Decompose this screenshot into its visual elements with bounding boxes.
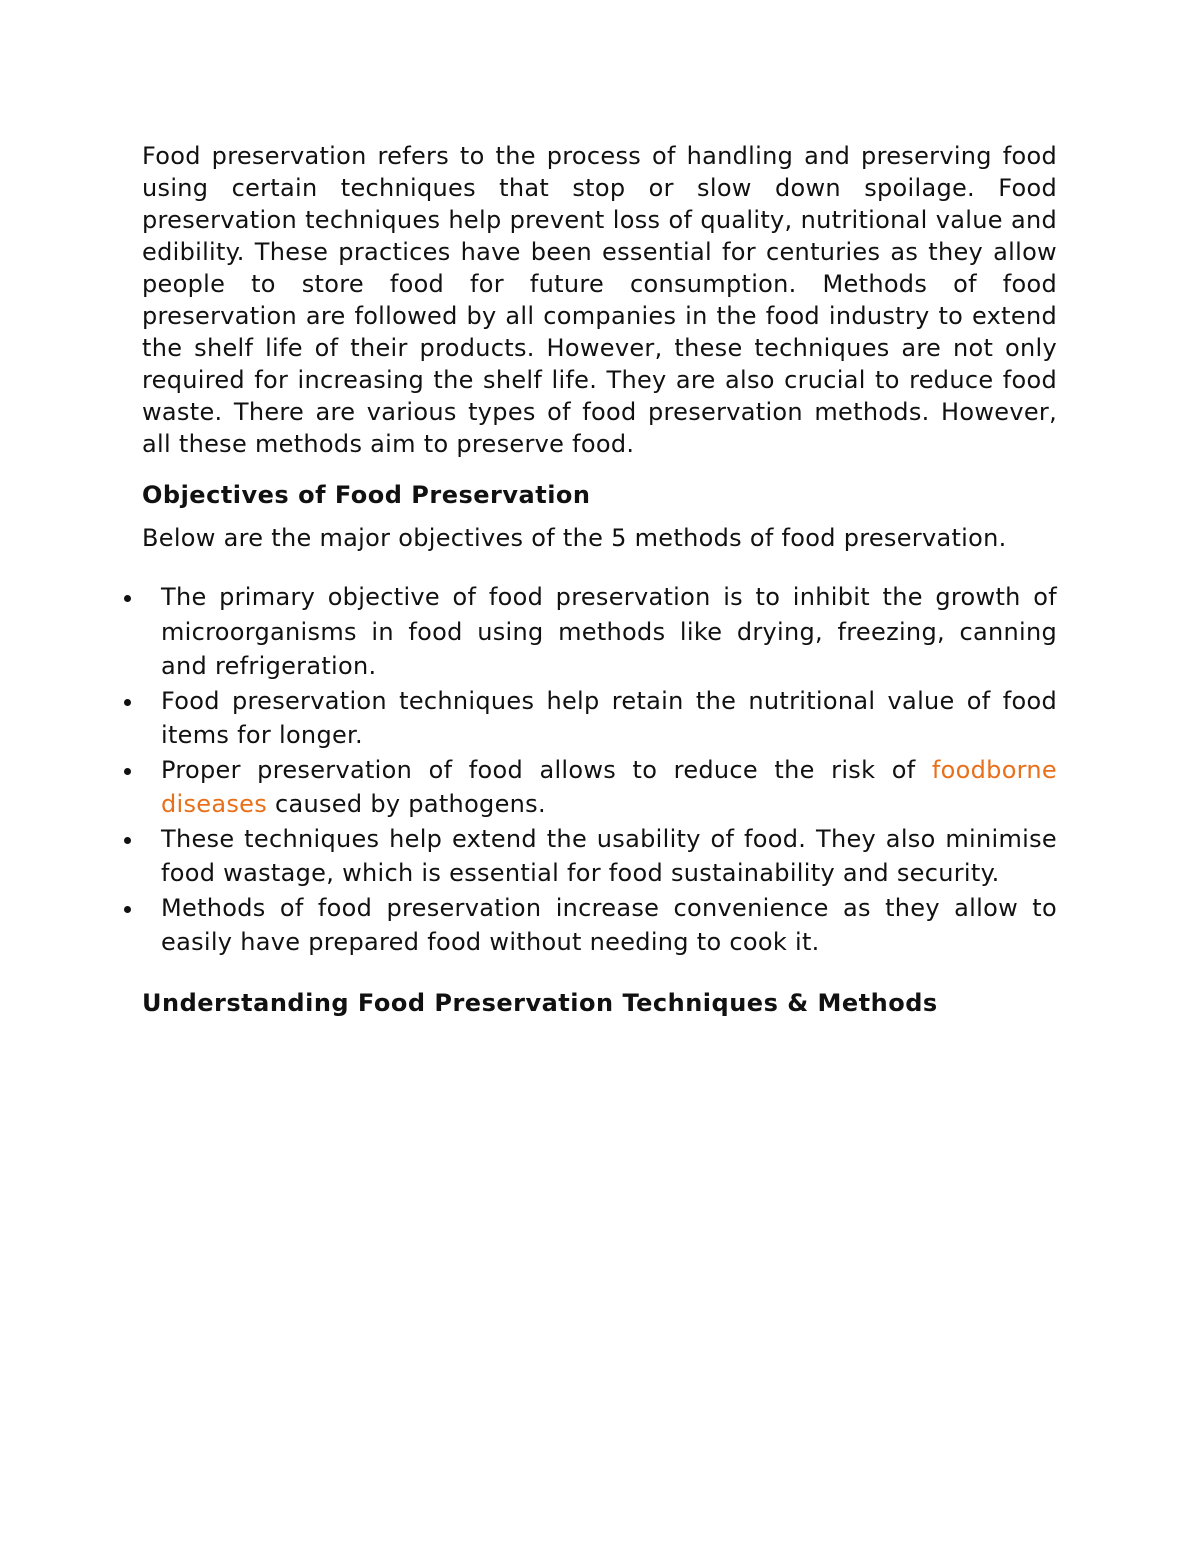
intro-paragraph: Food preservation refers to the process of handling and preserving food using certain techniques that stop or slow down spoilage. Food preservation techniques help prevent loss of quality, nutritional value and edibility. These practices have been essential for centuries as they allow people to store food for future consumption. Methods of food preservation are followed by all companies in the food industry to extend the shelf life of their products. However, these techniques are not only required for increasing the shelf life. They are also crucial to reduce food waste. There are various types of food preservation methods. However, all these methods aim to preserve food.: [142, 142, 1057, 458]
objectives-heading: Objectives of Food Preservation: [142, 481, 591, 509]
objectives-lead: Below are the major objectives of the 5 methods of food preservation.: [142, 524, 1007, 552]
list-item-text: Methods of food preservation increase convenience as they allow to easily have prepared food without needing to cook it.: [161, 893, 1057, 956]
bullet-icon: [124, 768, 131, 775]
list-item: [142, 891, 1057, 960]
bullet-icon: [124, 699, 131, 706]
list-item: [142, 822, 1057, 891]
bullet-icon: [124, 906, 131, 913]
list-item: [142, 753, 1057, 822]
bullet-icon: [124, 837, 131, 844]
bullet-icon: [124, 595, 131, 602]
understanding-heading: Understanding Food Preservation Techniques & Methods: [142, 988, 938, 1017]
list-item-text-before: Proper preservation of food allows to reduce the risk of: [161, 755, 932, 784]
list-item: [142, 580, 1057, 684]
list-item: [142, 684, 1057, 753]
document-page: [142, 140, 1057, 1019]
list-item-text: These techniques help extend the usability of food. They also minimise food wastage, which is essential for food sustainability and security.: [161, 824, 1057, 887]
objectives-list: [142, 580, 1057, 960]
list-item-text: Food preservation techniques help retain the nutritional value of food items for longer.: [161, 686, 1057, 749]
list-item-text: The primary objective of food preservation is to inhibit the growth of microorganisms in food using methods like drying, freezing, canning and refrigeration.: [161, 583, 1057, 680]
foodborne-diseases-link[interactable]: foodborne diseases: [161, 755, 1057, 818]
list-item-text-after: caused by pathogens.: [267, 790, 546, 818]
